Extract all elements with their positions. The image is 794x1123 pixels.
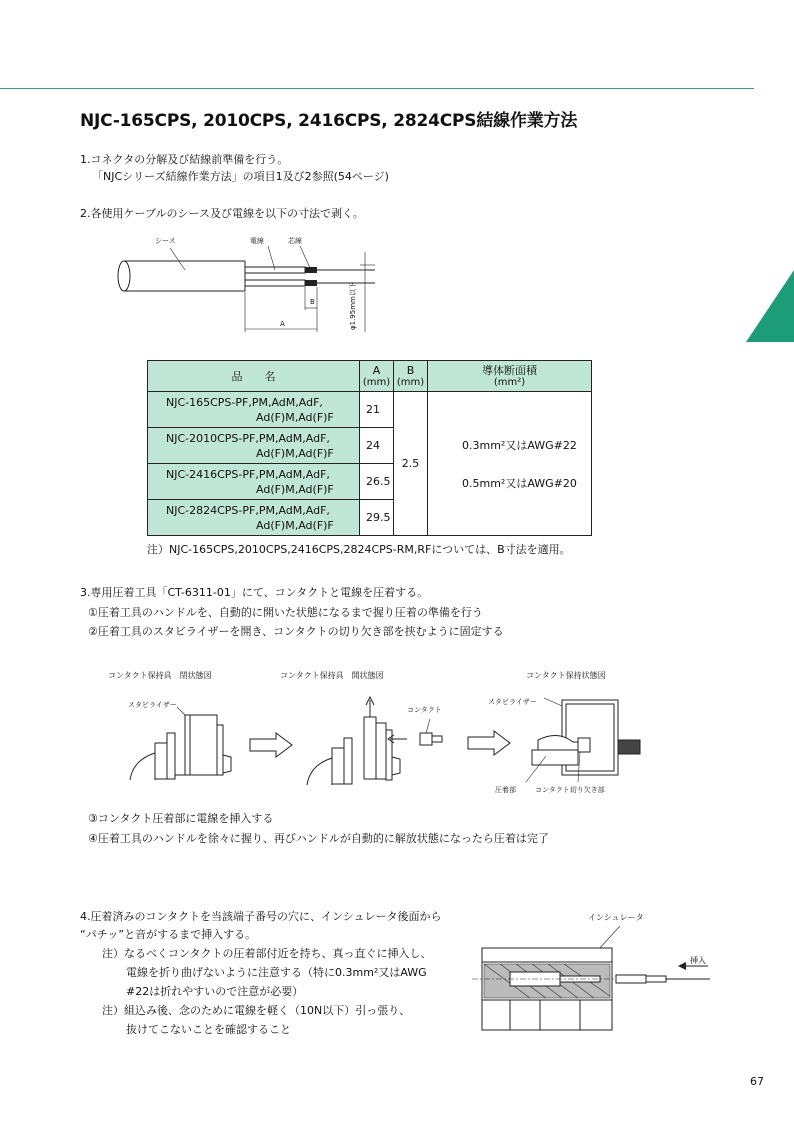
product-name-line2: Ad(F)M,Ad(F)F	[256, 410, 334, 424]
label-insulator: インシュレータ	[588, 913, 644, 922]
product-name-line2: Ad(F)M,Ad(F)F	[256, 518, 334, 532]
table-header-b	[394, 361, 428, 392]
table-header-b-unit: (mm)	[396, 376, 425, 388]
product-name-line2: Ad(F)M,Ad(F)F	[256, 446, 334, 460]
label-core: 芯線	[288, 237, 302, 245]
label-crimp-part: 圧着部	[495, 786, 516, 794]
tool-holding-figure	[518, 690, 643, 785]
step4-note1-line2: 電線を折り曲げないように注意する（特に0.3mm²又はAWG	[126, 966, 427, 979]
tool-open-figure	[302, 695, 452, 790]
table-header-a-unit: (mm)	[362, 376, 391, 388]
dimension-table	[147, 360, 592, 536]
step4-heading-line2: “パチッ”と音がするまで挿入する。	[80, 928, 257, 941]
step4-note1-line3: #22は折れやすいので注意が必要）	[126, 985, 304, 998]
header-rule	[0, 88, 754, 89]
product-name-line1: NJC-2010CPS-PF,PM,AdM,AdF,	[166, 431, 330, 445]
page-title: NJC-165CPS, 2010CPS, 2416CPS, 2824CPS結線作業方法	[80, 111, 578, 131]
step2-heading: 2.各使用ケーブルのシース及び電線を以下の寸法で剥く。	[80, 207, 364, 220]
process-arrow-1	[248, 732, 294, 758]
corner-tab-marker	[746, 270, 794, 342]
table-header-area	[428, 361, 592, 392]
table-cell-name	[148, 500, 360, 536]
table-cell-name	[148, 392, 360, 428]
step1-reference: 「NJCシリーズ結線作業方法」の項目1及び2参照(54ページ)	[92, 170, 389, 183]
label-stabilizer-2: スタビライザー	[488, 698, 537, 706]
label-notch: コンタクト切り欠き部	[535, 786, 605, 794]
label-stabilizer-1: スタビライザー	[128, 701, 177, 709]
table-cell-a: 24	[360, 428, 394, 464]
table-cell-a: 26.5	[360, 464, 394, 500]
label-insert: 挿入	[690, 956, 706, 965]
label-sheath: シース	[155, 237, 176, 245]
table-note: 注）NJC-165CPS,2010CPS,2416CPS,2824CPS-RM,RFについては、B寸法を適用。	[147, 543, 571, 556]
step3-sub3: ③コンタクト圧着部に電線を挿入する	[88, 812, 274, 825]
step1-heading: 1.コネクタの分解及び結線前準備を行う。	[80, 153, 289, 166]
table-header-a-label: A	[372, 363, 381, 377]
step4-note2-line2: 抜けてこないことを確認すること	[126, 1023, 291, 1036]
product-name-line1: NJC-2416CPS-PF,PM,AdM,AdF,	[166, 467, 330, 481]
step3-heading: 3.専用圧着工具「CT-6311-01」にて、コンタクトと電線を圧着する。	[80, 586, 429, 599]
table-cell-a: 29.5	[360, 500, 394, 536]
table-header-b-label: B	[406, 363, 415, 377]
table-cell-a: 21	[360, 392, 394, 428]
table-row	[148, 392, 592, 428]
table-header-a	[360, 361, 394, 392]
product-name-line1: NJC-165CPS-PF,PM,AdM,AdF,	[166, 395, 323, 409]
step4-note1-line1: 注）なるべくコンタクトの圧着部付近を持ち、真っ直ぐに挿入し、	[102, 947, 432, 960]
label-dim-a: A	[280, 320, 285, 328]
table-header-area-unit: (mm²)	[493, 376, 526, 388]
table-header-area-label: 導体断面積	[482, 363, 537, 377]
product-name-line1: NJC-2824CPS-PF,PM,AdM,AdF,	[166, 503, 330, 517]
table-cell-area	[428, 392, 592, 536]
page-number: 67	[750, 1075, 764, 1088]
step3-sub4: ④圧着工具のハンドルを徐々に握り、再びハンドルが自動的に解放状態になったら圧着は完了	[88, 832, 549, 845]
step4-note2-line1: 注）組込み後、念のために電線を軽く（10N以下）引っ張り、	[102, 1004, 411, 1017]
insulator-insertion-figure	[470, 922, 720, 1042]
fig1-title: コンタクト保持具 閉状態図	[108, 671, 212, 680]
area-option-1: 0.3mm²又はAWG#22	[462, 438, 577, 452]
table-cell-name	[148, 428, 360, 464]
table-header-name: 品 名	[148, 361, 360, 392]
label-diameter: φ1.95mm以下	[349, 282, 357, 330]
process-arrow-2	[466, 730, 512, 756]
step3-sub2: ②圧着工具のスタビライザーを開き、コンタクトの切り欠き部を挟むように固定する	[88, 625, 504, 638]
fig3-title: コンタクト保持状態図	[526, 671, 606, 680]
step3-sub1: ①圧着工具のハンドルを、自動的に開いた状態になるまで握り圧着の準備を行う	[88, 606, 483, 619]
product-name-line2: Ad(F)M,Ad(F)F	[256, 482, 334, 496]
tool-closed-figure	[125, 695, 240, 785]
label-contact: コンタクト	[407, 706, 442, 714]
fig2-title: コンタクト保持具 開状態図	[280, 671, 384, 680]
area-option-2: 0.5mm²又はAWG#20	[462, 476, 577, 490]
label-dim-b: B	[310, 298, 315, 306]
label-wire: 電線	[250, 237, 264, 245]
table-cell-b: 2.5	[394, 392, 428, 536]
step4-heading-line1: 4.圧着済みのコンタクトを当該端子番号の穴に、インシュレータ後面から	[80, 910, 442, 923]
table-cell-name	[148, 464, 360, 500]
